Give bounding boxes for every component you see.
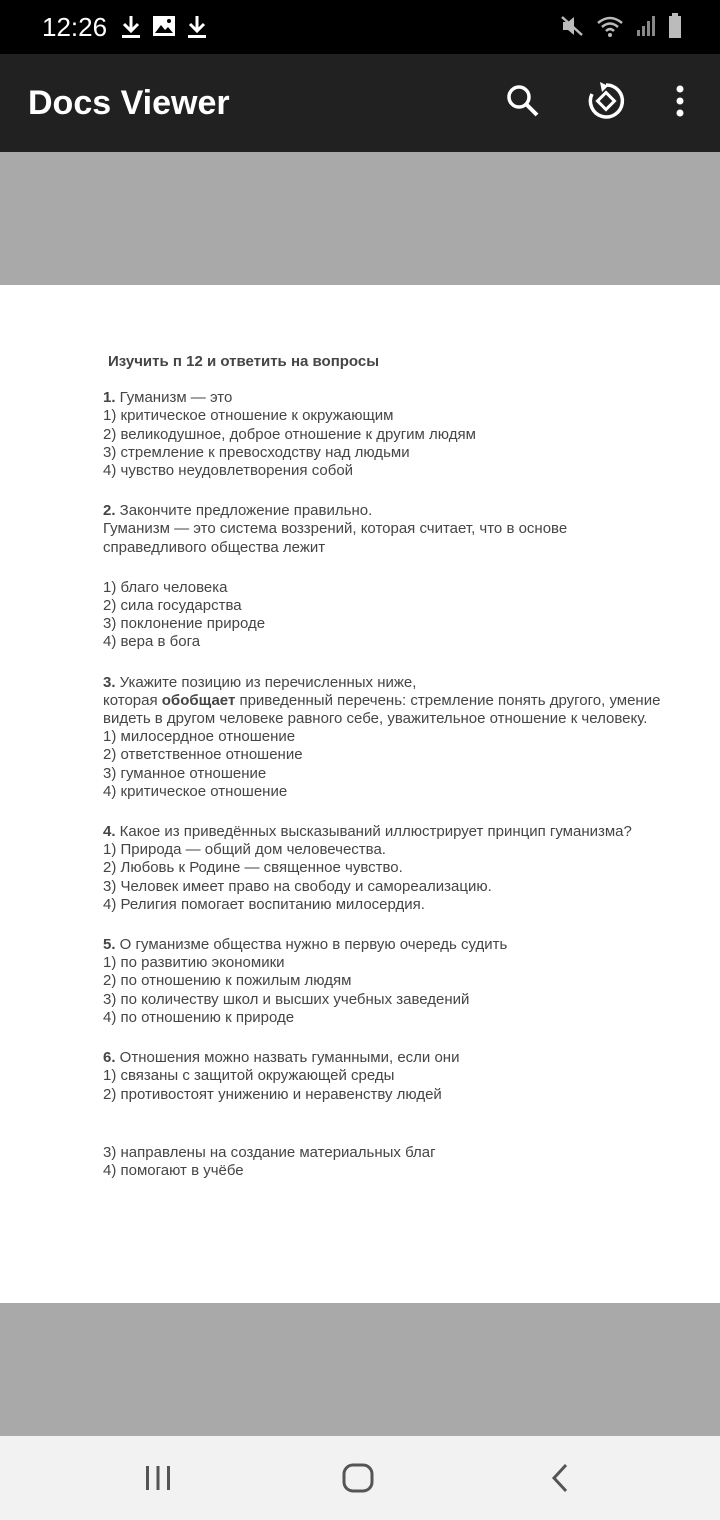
- rotate-icon: [586, 81, 626, 126]
- option: 4) помогают в учёбе: [103, 1161, 244, 1179]
- question-5: [103, 936, 683, 1027]
- document-page[interactable]: [0, 285, 720, 1303]
- more-options-button[interactable]: [660, 83, 700, 123]
- question-number: 6.: [103, 1049, 116, 1067]
- question-text: Укажите позицию из перечисленных ниже,: [115, 673, 417, 691]
- option: 3) Человек имеет право на свободу и самореализацию.: [103, 877, 492, 895]
- search-button[interactable]: [503, 83, 543, 123]
- status-time: 12:26: [42, 12, 108, 42]
- option: 1) связаны с защитой окружающей среды: [103, 1067, 395, 1085]
- option: 2) великодушное, доброе отношение к другим людям: [103, 425, 476, 443]
- status-bar: [0, 0, 720, 54]
- question-text-2: [103, 692, 668, 728]
- home-button[interactable]: [336, 1458, 380, 1502]
- option: 4) вера в бога: [103, 633, 201, 651]
- question-3: [103, 674, 683, 801]
- option: 3) направлены на создание материальных благ: [103, 1143, 436, 1161]
- bold-fragment: обобщает: [161, 691, 236, 709]
- question-number: 4.: [103, 823, 116, 841]
- battery-icon: [668, 13, 682, 39]
- option: 3) стремление к превосходству над людьми: [103, 443, 410, 461]
- status-left-icons: [120, 14, 208, 40]
- download-icon: [186, 14, 208, 40]
- question-number: 3.: [103, 673, 116, 691]
- back-button[interactable]: [538, 1458, 582, 1502]
- question-text: Гуманизм — это: [115, 389, 233, 407]
- more-vert-icon: [675, 85, 685, 122]
- wifi-icon: [596, 14, 624, 38]
- home-icon: [342, 1463, 374, 1498]
- text-fragment: приведенный перечень: стремление понять другого, умение видеть в другом человеке равного себе, уважительное отношение к человеку.: [103, 691, 661, 728]
- download-icon: [120, 14, 142, 40]
- question-number: 5.: [103, 936, 116, 954]
- question-text: Закончите предложение правильно.: [115, 502, 373, 520]
- option: 2) ответственное отношение: [103, 746, 303, 764]
- back-icon: [550, 1463, 570, 1498]
- signal-icon: [636, 14, 656, 38]
- question-4: [103, 823, 683, 914]
- question-6: [103, 1049, 683, 1180]
- question-number: 2.: [103, 502, 116, 520]
- option: 4) по отношению к природе: [103, 1008, 295, 1026]
- option: 3) поклонение природе: [103, 615, 266, 633]
- option: 2) противостоят унижению и неравенству людей: [103, 1085, 442, 1103]
- option: 4) критическое отношение: [103, 782, 288, 800]
- option: 3) по количеству школ и высших учебных заведений: [103, 990, 470, 1008]
- document-heading: Изучить п 12 и ответить на вопросы: [108, 353, 380, 370]
- status-right-icons: [560, 13, 682, 39]
- question-text: Отношения можно назвать гуманными, если они: [115, 1049, 460, 1067]
- option: 1) милосердное отношение: [103, 728, 296, 746]
- rotate-button[interactable]: [586, 83, 626, 123]
- option: 1) критическое отношение к окружающим: [103, 407, 394, 425]
- option: 2) по отношению к пожилым людям: [103, 972, 352, 990]
- question-2: [103, 502, 683, 651]
- question-1: [103, 389, 683, 480]
- question-number: 1.: [103, 389, 116, 407]
- option: 1) по развитию экономики: [103, 954, 285, 972]
- app-bar: [0, 54, 720, 152]
- option: 1) благо человека: [103, 578, 228, 596]
- option: 1) Природа — общий дом человечества.: [103, 841, 386, 859]
- option: 3) гуманное отношение: [103, 764, 267, 782]
- search-icon: [506, 84, 540, 123]
- option: 2) сила государства: [103, 597, 242, 615]
- question-text: Какое из приведённых высказываний иллюстрирует принцип гуманизма?: [115, 823, 632, 841]
- navigation-bar: [0, 1436, 720, 1520]
- app-title: Docs Viewer: [28, 84, 230, 122]
- option: 4) чувство неудовлетворения собой: [103, 462, 354, 480]
- recent-apps-icon: [144, 1464, 172, 1497]
- text-fragment: которая: [103, 691, 162, 709]
- option: 2) Любовь к Родине — священное чувство.: [103, 859, 403, 877]
- question-text-2: Гуманизм — это система воззрений, которая считает, что в основе справедливого общества лежит: [103, 520, 568, 556]
- recent-apps-button[interactable]: [136, 1458, 180, 1502]
- image-icon: [152, 14, 176, 40]
- document-content: [103, 353, 683, 1202]
- question-text: О гуманизме общества нужно в первую очередь судить: [115, 936, 508, 954]
- option: 4) Религия помогает воспитанию милосердия.: [103, 895, 425, 913]
- mute-icon: [560, 14, 584, 38]
